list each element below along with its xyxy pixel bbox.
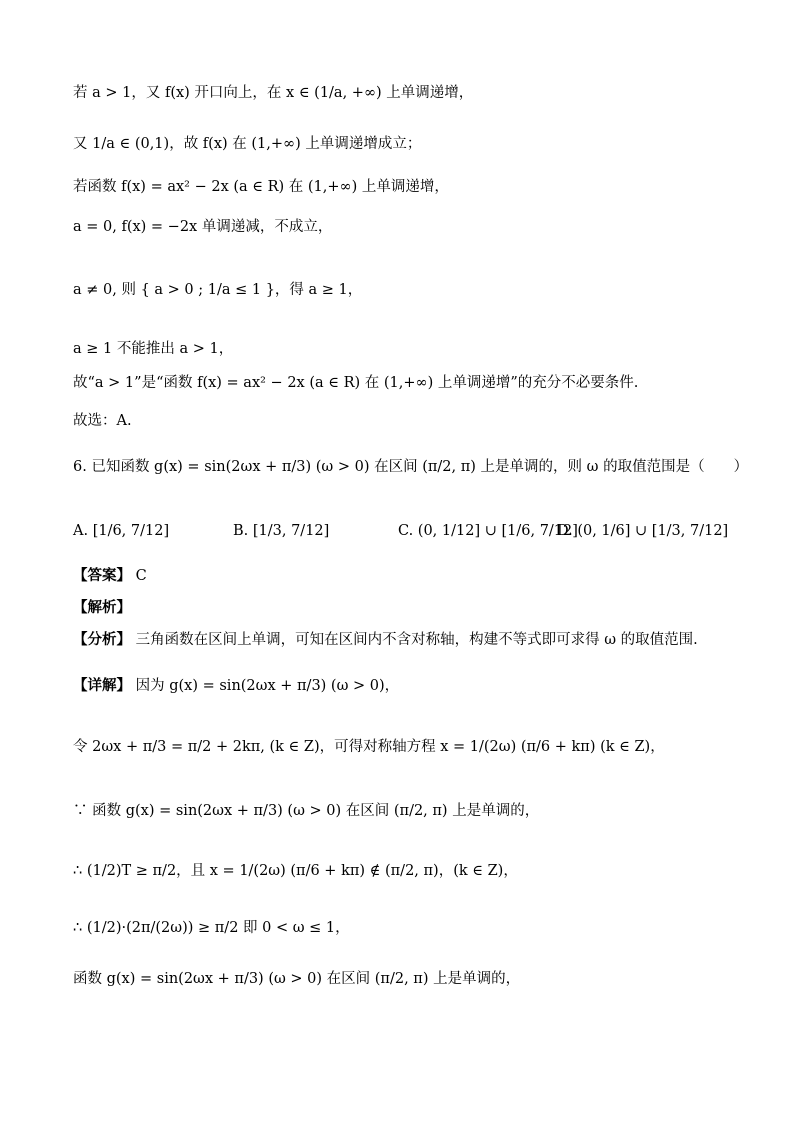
fenxi-line [73,631,698,649]
option-d: D. (0, 1/6] ∪ [1/3, 7/12] [557,523,729,539]
detail-tag: 【详解】 [73,677,131,694]
text-line-2: 又 1/a ∈ (0,1)，故 f(x) 在 (1,+∞) 上单调递增成立； [73,136,422,152]
detail-line-6: 函数 g(x) = sin(2ωx + π/3) (ω > 0) 在区间 (π/2, π) 上是单调的， [73,971,521,987]
fenxi-text: 三角函数在区间上单调，可知在区间内不含对称轴，构建不等式即可求得 ω 的取值范围. [135,632,698,648]
text-line-3: 若函数 f(x) = ax² − 2x (a ∈ R) 在 (1,+∞) 上单调递增， [73,179,449,195]
text-line-1: 若 a > 1，又 f(x) 开口向上，在 x ∈ (1/a, +∞) 上单调递增， [73,85,474,101]
question-6-stem: 6. 已知函数 g(x) = sin(2ωx + π/3) (ω > 0) 在区间 (π/2, π) 上是单调的，则 ω 的取值范围是（ ） [73,459,749,475]
option-c: C. (0, 1/12] ∪ [1/6, 7/12] [398,523,578,539]
detail-line-4: ∴ (1/2)T ≥ π/2，且 x = 1/(2ω) (π/6 + kπ) ∉ (π/2, π)，(k ∈ Z)， [73,863,518,879]
option-a: A. [1/6, 7/12] [73,523,170,539]
detail-line-3: ∵ 函数 g(x) = sin(2ωx + π/3) (ω > 0) 在区间 (π/2, π) 上是单调的， [73,803,540,819]
text-line-4: a = 0, f(x) = −2x 单调递减，不成立， [73,219,333,235]
text-line-6: a ≥ 1 不能推出 a > 1， [73,341,234,357]
answer-value: C [135,568,147,584]
analysis-tag: 【解析】 [73,599,131,616]
detail-line-5: ∴ (1/2)·(2π/(2ω)) ≥ π/2 即 0 < ω ≤ 1， [73,920,350,936]
detail-text-1: 因为 g(x) = sin(2ωx + π/3) (ω > 0)， [135,678,400,694]
option-b: B. [1/3, 7/12] [233,523,330,539]
text-line-8: 故选：A. [73,413,132,429]
detail-line-1 [73,677,399,695]
answer-tag: 【答案】 [73,567,131,584]
fenxi-tag: 【分析】 [73,631,131,648]
detail-line-2: 令 2ωx + π/3 = π/2 + 2kπ, (k ∈ Z)，可得对称轴方程 x = 1/(2ω) (π/6 + kπ) (k ∈ Z)， [73,739,665,755]
answer-line [73,567,147,585]
text-line-5: a ≠ 0, 则 { a > 0 ; 1/a ≤ 1 }，得 a ≥ 1， [73,282,363,298]
text-line-7: 故“a > 1”是“函数 f(x) = ax² − 2x (a ∈ R) 在 (1,+∞) 上单调递增”的充分不必要条件. [73,375,639,391]
